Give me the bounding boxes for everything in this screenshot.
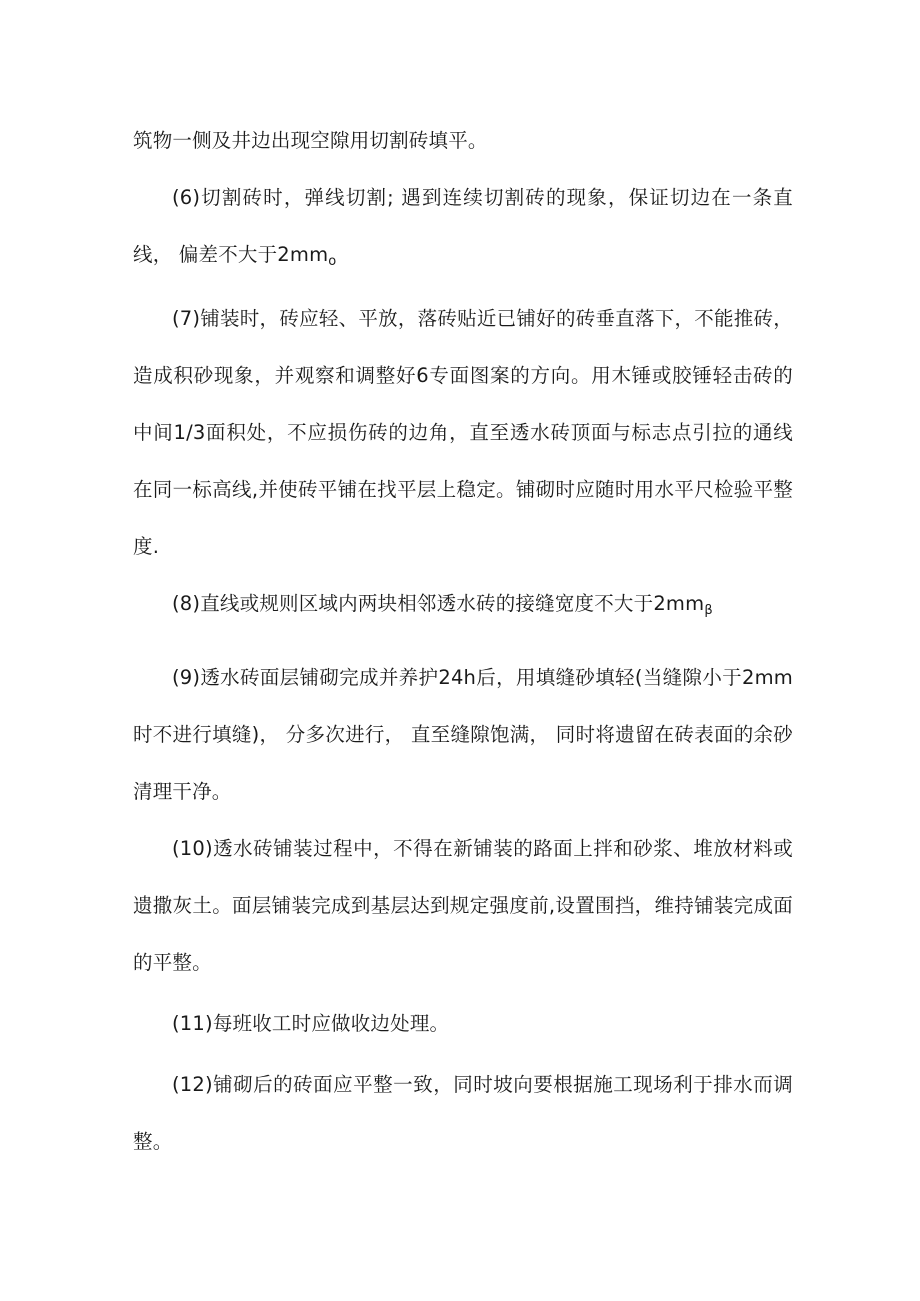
paragraph-text: (11)每班收工时应做收边处理。 (172, 1012, 450, 1035)
paragraph-item-8 (133, 575, 793, 639)
paragraph-text: (12)铺砌后的砖面应平整一致，同时坡向要根据施工现场利于排水而调整。 (133, 1073, 793, 1153)
paragraph-item-9 (133, 649, 793, 820)
paragraph-text: 筑物一侧及井边出现空隙用切割砖填平。 (133, 129, 488, 152)
paragraph-item-6 (133, 169, 793, 290)
paragraph-item-11 (133, 995, 793, 1052)
paragraph-text: (6)切割砖时，弹线切割; 遇到连续切割砖的现象，保证切边在一条直线， 偏差不大于2mm (133, 186, 793, 266)
document-body (133, 112, 793, 1170)
paragraph-text: (9)透水砖面层铺砌完成并养护24h后，用填缝砂填轻(当缝隙小于2mm时不进行填缝)， 分多次进行， 直至缝隙饱满， 同时将遗留在砖表面的余砂清理干净。 (133, 666, 793, 803)
paragraph-text: (7)铺装时，砖应轻、平放，落砖贴近已铺好的砖垂直落下，不能推砖，造成积砂现象，并观察和调整好6专面图案的方向。用木锤或胶锤轻击砖的中间1/3面积处，不应损伤砖的边角，直至透水砖顶面与标志点引拉的通线在同一标高线,并使砖平铺在找平层上稳定。铺砌时应随时用水平尺检验平整度. (133, 307, 793, 558)
paragraph-text: (10)透水砖铺装过程中，不得在新铺装的路面上拌和砂浆、堆放材料或遗撒灰土。面层铺装完成到基层达到规定强度前,设置围挡，维持铺装完成面的平整。 (133, 837, 793, 974)
paragraph-item-12 (133, 1056, 793, 1170)
paragraph-text: (8)直线或规则区域内两块相邻透水砖的接缝宽度不大于2mm (172, 592, 705, 615)
paragraph-suffix: o (328, 254, 337, 269)
paragraph-item-10 (133, 820, 793, 991)
paragraph-item-7 (133, 290, 793, 575)
paragraph-continuation (133, 112, 793, 169)
paragraph-suffix: β (704, 603, 713, 618)
